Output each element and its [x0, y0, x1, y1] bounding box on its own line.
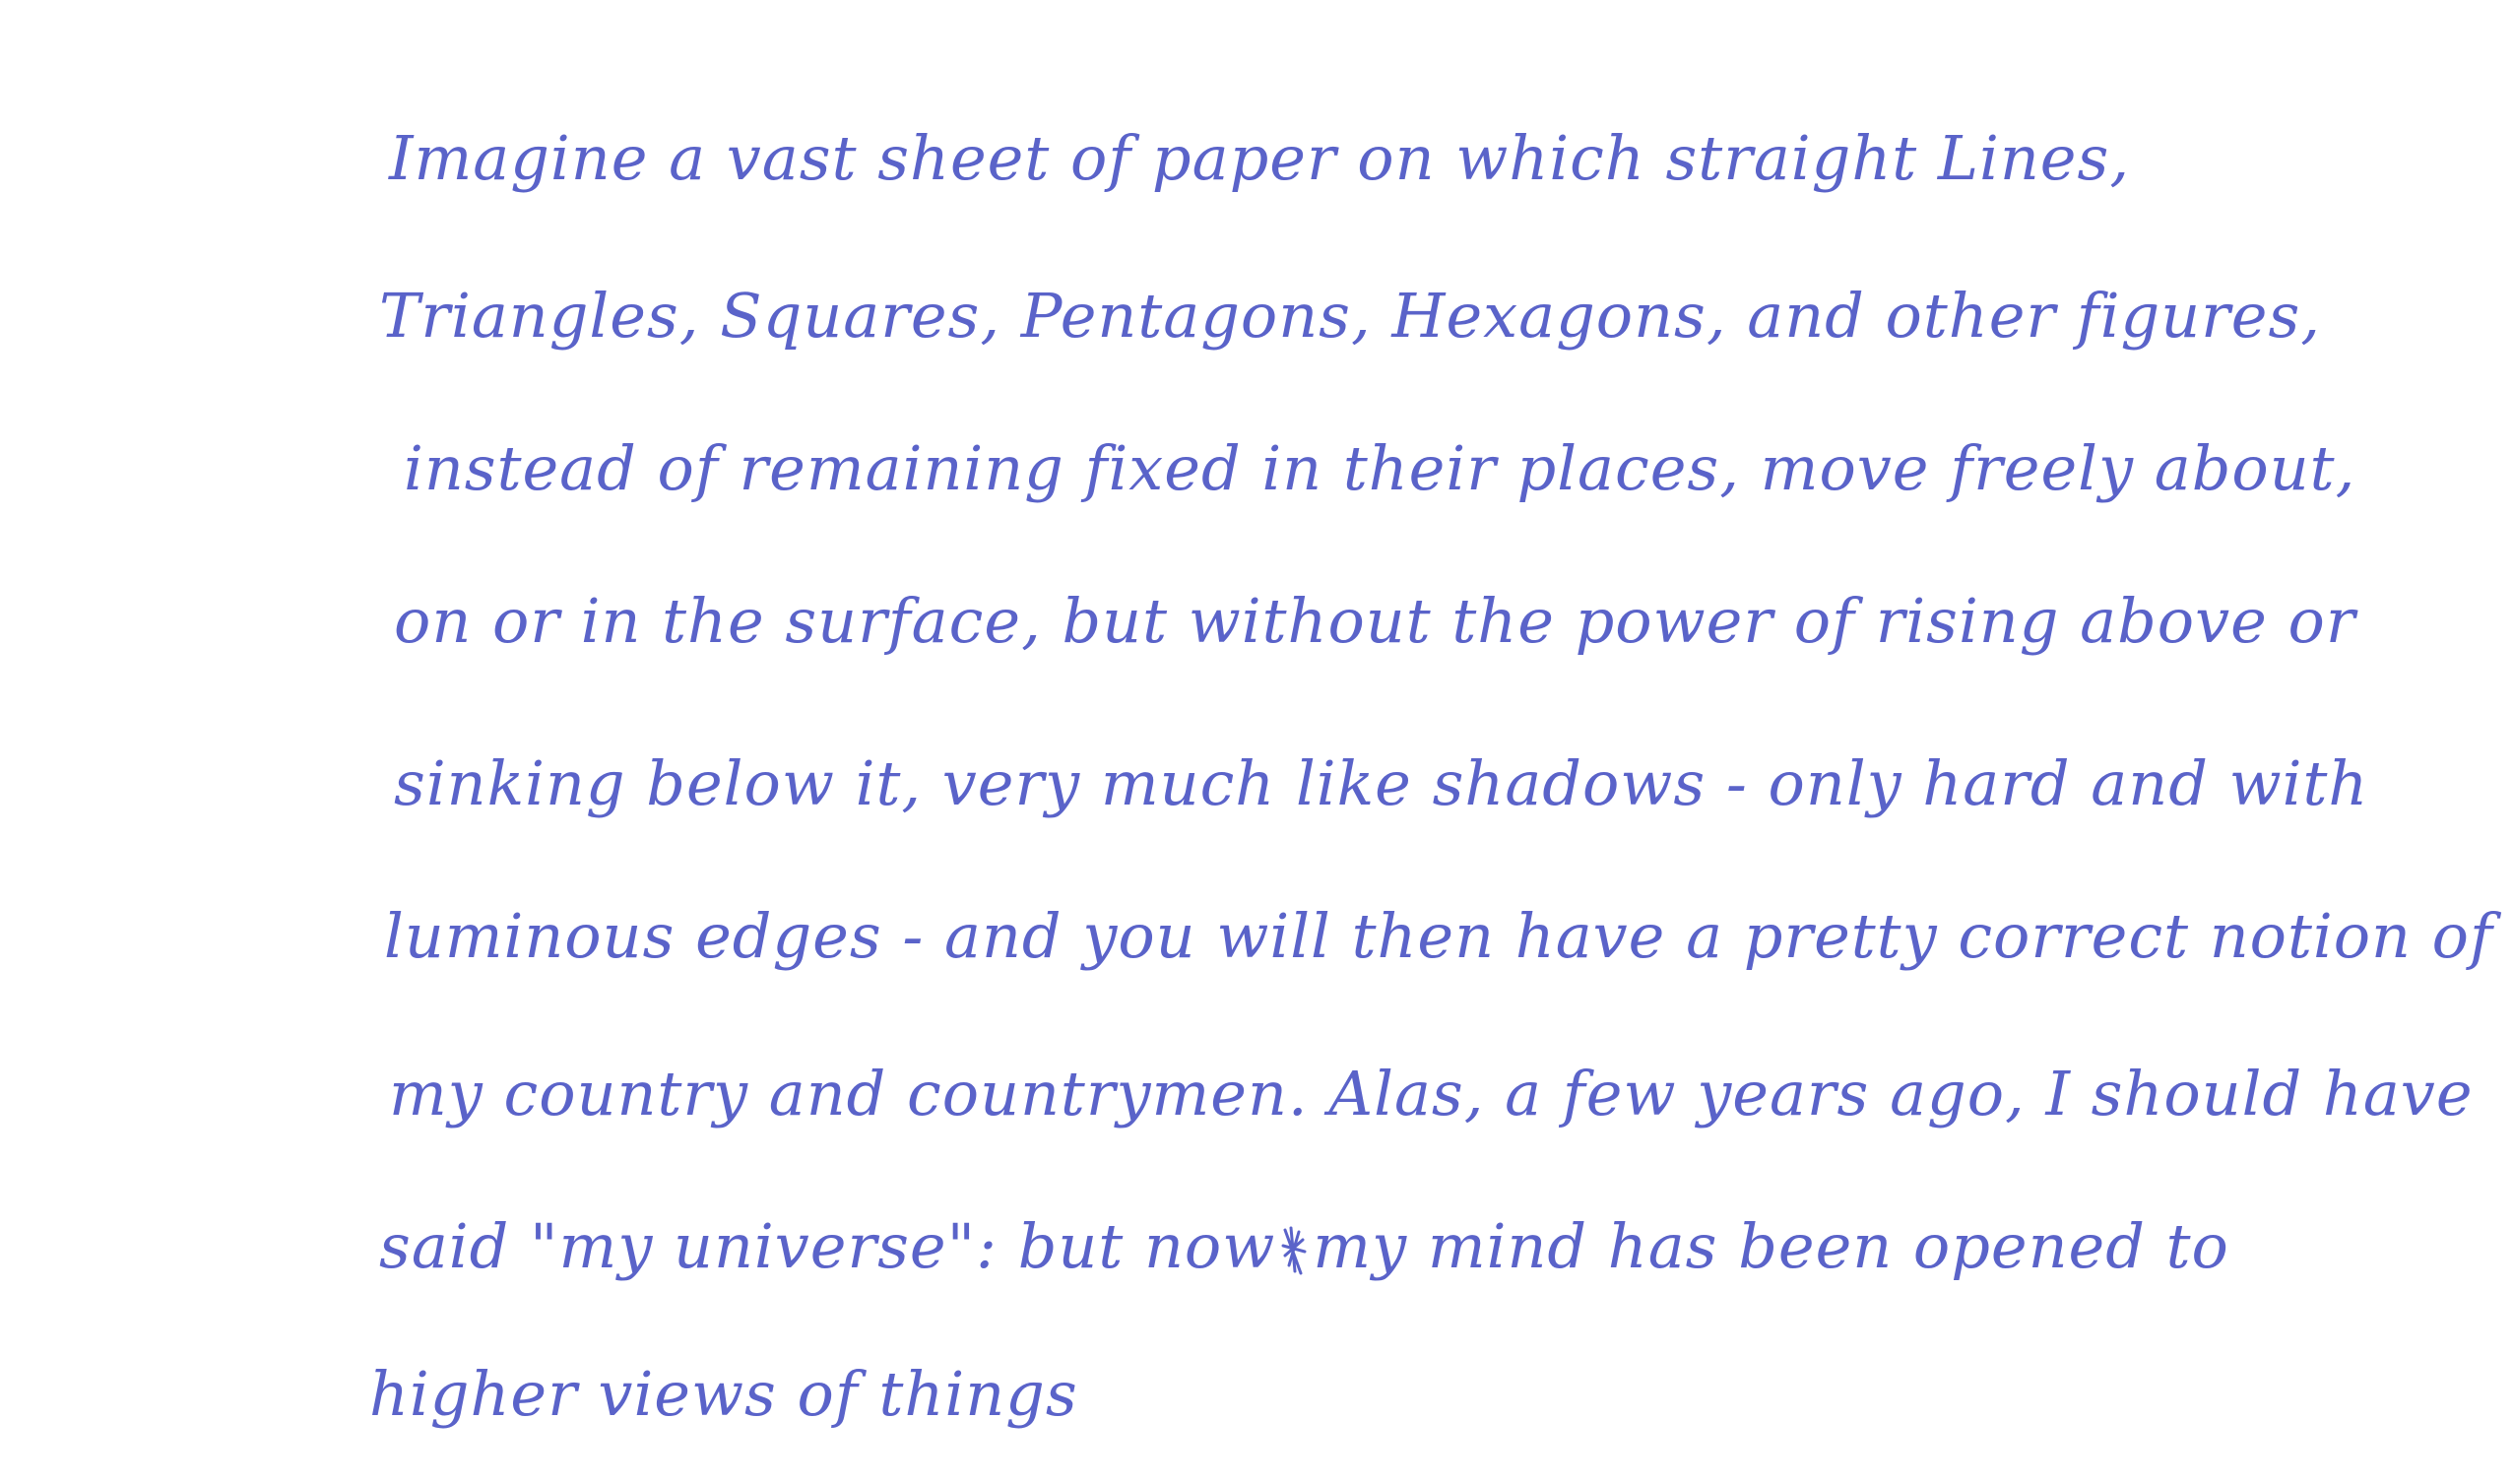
crossed-out-scribble-icon: [1281, 1222, 1307, 1281]
handwritten-line-7: my country and countrymen. Alas, a few years ago, I should have: [389, 1058, 2474, 1129]
handwritten-line-1: Imagine a vast sheet of paper on which straight Lines,: [389, 122, 2131, 194]
handwritten-line-3: instead of remaining fixed in their places, move freely about,: [404, 432, 2356, 504]
handwritten-line-9: higher views of things: [369, 1358, 1078, 1430]
handwritten-line-8: [379, 1210, 2229, 1282]
handwritten-line-4: on or in the surface, but without the power of rising above or: [394, 585, 2356, 657]
handwritten-line-6: luminous edges - and you will then have a pretty correct notion of: [384, 900, 2493, 972]
handwritten-line-8-part-2: my mind has been opened to: [1313, 1210, 2229, 1282]
handwritten-line-5: sinking below it, very much like shadows - only hard and with: [394, 747, 2369, 819]
handwritten-line-2: Triangles, Squares, Pentagons, Hexagons, and other figures,: [379, 280, 2322, 352]
handwritten-line-8-part-1: said "my universe": but now: [379, 1210, 1276, 1282]
